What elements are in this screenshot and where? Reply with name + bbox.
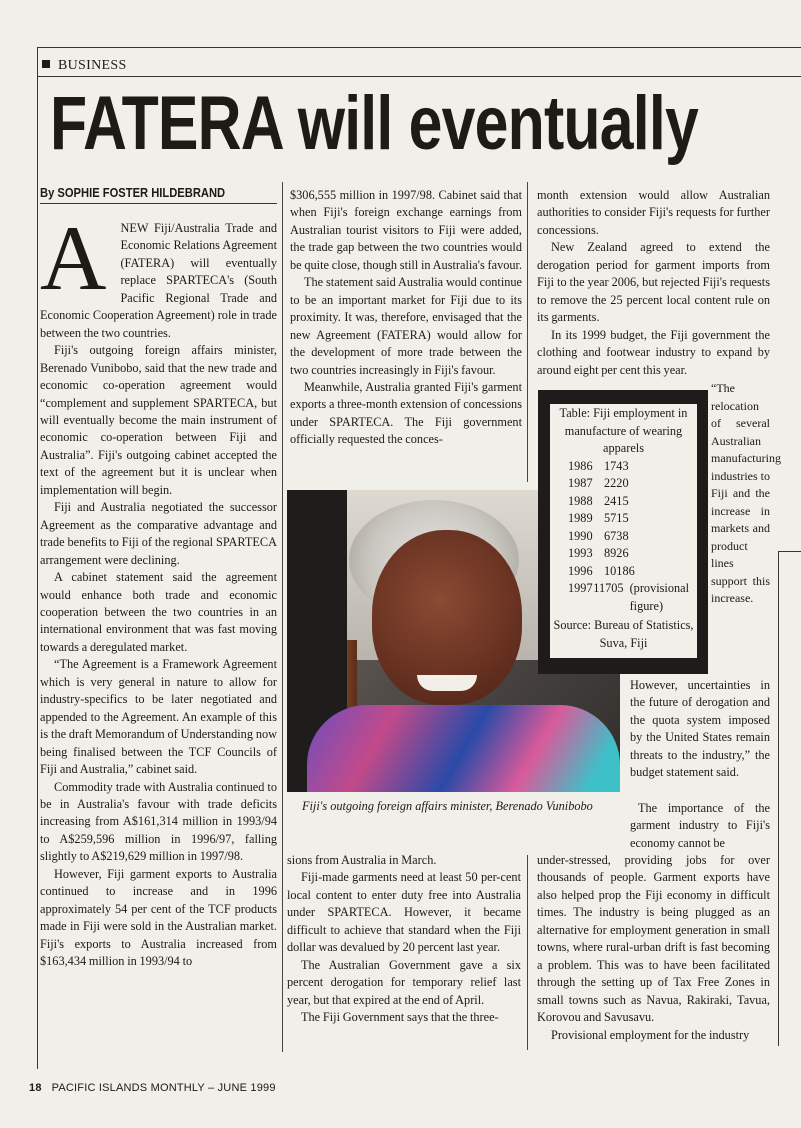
headline: FATERA will eventually	[50, 81, 698, 166]
column-divider	[527, 855, 528, 1050]
paragraph: The statement said Australia would continue to be an important market for Fiji due to its proximity. It was, therefore, envisaged that the new Agreement (FATERA) would allow for the development of more trade between the two countries increasingly in Fiji's favour.	[290, 275, 522, 377]
paragraph: Commodity trade with Australia continued to be in Australia's favour with trade deficits increasing from A$161,314 million in 1993/94 to A$259,596 million in 1996/97, falling slightly to A$219,629 million in 1997/98.	[40, 779, 277, 864]
table-row: 1996 10186	[568, 563, 635, 578]
paragraph: However, Fiji garment exports to Australia continued to increase and in 1996 approximately 54 per cent of the TCF products made in Fiji were sold in the Australian market. Fiji's exports to Australia increased from $163,434 million in 1993/94 to	[40, 866, 277, 969]
column-2-bottom	[287, 852, 521, 1027]
byline-rule	[40, 203, 277, 204]
paragraph: Fiji-made garments need at least 50 per-cent local content to enter duty free into Australia under SPARTECA. However, it became difficult to achieve that standard when the Fiji dollar was devalued by 20 percent last year.	[287, 870, 521, 955]
employment-table	[550, 404, 697, 658]
paragraph: Meanwhile, Australia granted Fiji's garment exports a three-month extension of concessions under SPARTECA. The Fiji government officially requested the conces-	[290, 379, 522, 447]
table-row: 1988 2415	[568, 493, 629, 508]
paragraph: under-stressed, providing jobs for over thousands of people. Garment exports have also helped prop the Fiji economy in difficult times. The industry is being plugged as an alternative for employment generation in small towns, where rural-urban drift is fast becoming a problem. This was to have been facilitated through the setting up of Tax Free Zones in small towns such as Navua, Rakiraki, Tavua, Korovou and Savusavu.	[537, 853, 770, 1025]
table-row: 1993 8926	[568, 546, 629, 560]
paragraph: A cabinet statement said the agreement would enhance both trade and economic cooperation between the two countries in an international environment that was fast moving towards a deregulated market.	[40, 570, 277, 654]
paragraph: A NEW Fiji/Australia Trade and Economic Relations Agreement (FATERA) will eventually replace SPARTECA's (South Pacific Regional Trade and Economic Cooperation Agreement) role in trade between the two countries.	[40, 207, 277, 340]
photo-caption: Fiji's outgoing foreign affairs minister, Berenado Vunibobo	[302, 799, 593, 813]
paragraph: Fiji's outgoing foreign affairs minister, Berenado Vunibobo, said that the new trade and economic co-operation agreement would “complement and supplement SPARTECA, but will eventually become the main instrument of economic co-operation between Fiji and Australia”. Fiji's outgoing cabinet accepted the text of the agreement but it is unclear when implementation will begin.	[40, 343, 277, 497]
column-divider	[282, 182, 283, 1052]
table-row: 1987 2220	[568, 476, 629, 490]
column-3-narrow: The importance of the garment industry to Fiji's economy cannot be	[630, 801, 770, 850]
publication-name: PACIFIC ISLANDS MONTHLY – JUNE 1999	[51, 1082, 276, 1094]
column-2-top	[290, 187, 522, 449]
column-1	[40, 207, 277, 970]
column-3-mid: However, uncertainties in the future of derogation and the quota system imposed by the United States remain threats to the industry,” the budget statement said.	[630, 678, 770, 780]
paragraph: The Fiji Government says that the three-	[301, 1010, 499, 1025]
section-label-text: BUSINESS	[58, 58, 127, 73]
drop-cap: A	[40, 207, 107, 309]
section-rule	[37, 76, 801, 77]
table-row: 1986 1743	[568, 458, 629, 473]
adjacent-page-rule	[778, 551, 801, 552]
byline: By SOPHIE FOSTER HILDEBRAND	[40, 185, 226, 200]
column-divider	[527, 182, 528, 482]
paragraph: $306,555 million in 1997/98. Cabinet said that when Fiji's foreign exchange earnings from Australian tourist visitors to Fiji were added, the trade gap between the two countries would be quite close, though still in Australia's favour.	[290, 188, 523, 272]
paragraph: The Australian Government gave a six percent derogation for temporary relief last year, but that expired at the end of April.	[287, 957, 521, 1007]
paragraph: sions from Australia in March.	[287, 853, 437, 867]
table-row: 1997 11705 (provisional figure)	[568, 581, 690, 613]
section-bullet-icon	[42, 60, 50, 68]
column-3-bottom	[537, 852, 770, 1044]
table-row: 1990 6738	[568, 528, 629, 543]
paragraph: “The Agreement is a Framework Agreement which is very general in nature to allow for industry-specifics to be later negotiated and appended to the Agreement. An example of this is the draft Memorandum of Understanding now being finalised between the TCF Councils of Fiji and Australia,” cabinet said.	[40, 657, 277, 777]
table-row: 1989 5715	[568, 511, 629, 525]
paragraph: month extension would allow Australian authorities to consider Fiji's requests for further concessions.	[537, 188, 770, 237]
paragraph: Provisional employment for the industry	[551, 1027, 750, 1042]
adjacent-page-rule	[778, 551, 779, 1046]
paragraph: In its 1999 budget, the Fiji government the clothing and footwear industry to expand by around eight per cent this year.	[537, 327, 770, 377]
column-3-top	[537, 187, 770, 379]
table-caption: Table: Fiji employment in manufacture of wearing apparels	[559, 406, 688, 455]
section-label	[42, 58, 127, 74]
table-source: Source: Bureau of Statistics, Suva, Fiji	[553, 618, 694, 650]
paragraph: Fiji and Australia negotiated the successor Agreement as the comparative advantage and trade benefits to Fiji of the regional SPARTECA arrangement were declining.	[40, 500, 277, 567]
page-number: 18	[29, 1082, 42, 1094]
column-3-side: “The relocation of several Australian manufacturing industries to Fiji and the increase in markets and product lines support this increase.	[711, 381, 781, 605]
paragraph: New Zealand agreed to extend the derogation period for garment imports from Fiji to the year 2006, but rejected Fiji's requests to remove the 25 percent local content rule on its garments.	[537, 240, 770, 325]
page-footer	[29, 1082, 276, 1094]
